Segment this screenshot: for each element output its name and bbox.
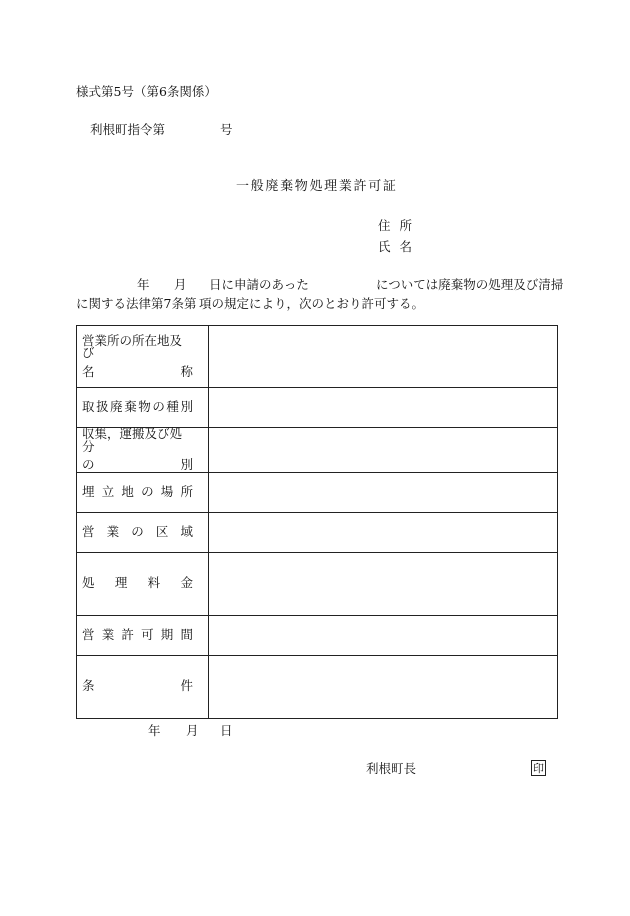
title-char: 理 [324, 179, 338, 194]
issue-year: 年 [148, 723, 161, 738]
row-value-field[interactable] [209, 326, 558, 388]
row-label-char: 業 [101, 626, 115, 642]
table-row [77, 326, 558, 388]
row-label-char: 棄 [124, 399, 137, 415]
name-label [378, 241, 412, 254]
row-label-char: 場 [160, 483, 174, 499]
row-label [77, 615, 209, 655]
row-label-line2 [82, 459, 193, 472]
body-line2-clause: 項の規定により，次のとおり許可する。 [199, 296, 425, 311]
row-value-field[interactable] [209, 472, 558, 512]
title-char: 処 [309, 179, 323, 194]
issue-month: 月 [186, 723, 199, 738]
row-value-field[interactable] [209, 388, 558, 428]
application-day-text: 日に申請のあった [209, 277, 309, 292]
row-label-char: 別 [180, 399, 193, 415]
row-label-char: 処 [82, 575, 95, 591]
row-label-line2 [82, 363, 193, 379]
row-label-char: 所 [180, 483, 193, 499]
row-label-char: 別 [180, 457, 193, 472]
seal-mark: 印 [533, 761, 544, 775]
row-label-char: の [152, 399, 165, 415]
row-label-char: 業 [106, 523, 120, 539]
table-row [77, 512, 558, 552]
row-label-line1: 営業所の所在地及び [82, 332, 183, 361]
row-label-char: 称 [180, 363, 193, 379]
row-label-text [82, 626, 193, 642]
title-char: 可 [368, 179, 382, 194]
row-label-text [82, 401, 193, 414]
row-label-char: 間 [180, 626, 193, 642]
row-label-char: 立 [101, 483, 115, 499]
row-label [77, 655, 209, 718]
row-label-line1: 収集，運搬及び処分 [82, 426, 183, 454]
table-row [77, 428, 558, 473]
row-label [77, 512, 209, 552]
name-label-char: 氏 [378, 239, 391, 254]
row-label-char: の [141, 483, 154, 499]
address-label-char: 住 [378, 218, 391, 233]
row-label-text [82, 523, 193, 539]
permit-info-table [76, 325, 558, 719]
title-char: 廃 [265, 179, 279, 194]
row-label-char: 取 [82, 399, 95, 415]
row-label-char: 条 [82, 678, 95, 694]
row-label-char: 名 [82, 363, 95, 379]
table-row [77, 552, 558, 615]
body-line2-law: に関する法律第7条第 [76, 296, 197, 311]
application-year: 年 [137, 277, 150, 292]
title-char: 般 [250, 179, 264, 194]
title-char: 棄 [280, 179, 294, 194]
row-value-field[interactable] [209, 615, 558, 655]
row-label-char: 埋 [82, 483, 95, 499]
title-char: 証 [382, 179, 396, 194]
row-label-text [82, 680, 193, 693]
title-char: 業 [338, 179, 352, 194]
table-row [77, 472, 558, 512]
reference-suffix: 号 [220, 122, 233, 137]
row-label-char: の [131, 523, 144, 539]
table-row [77, 388, 558, 428]
application-month: 月 [174, 277, 187, 292]
title-char: 物 [294, 179, 308, 194]
title-char: 許 [353, 179, 367, 194]
row-value-field[interactable] [209, 428, 558, 473]
form-number: 様式第5号（第6条関係） [76, 84, 217, 99]
row-label [77, 428, 209, 473]
row-label-char: 扱 [96, 399, 109, 415]
row-label-char: 物 [138, 399, 151, 415]
address-label [378, 220, 412, 233]
row-label [77, 472, 209, 512]
row-label [77, 388, 209, 428]
body-line1-rest: については廃棄物の処理及び清掃 [376, 277, 564, 292]
name-label-char: 名 [399, 239, 412, 254]
title-char: 一 [236, 179, 250, 194]
table-row [77, 655, 558, 718]
row-label-char: 域 [180, 523, 193, 539]
mayor-title: 利根町長 [366, 761, 417, 776]
row-label-char: 地 [121, 483, 134, 499]
row-value-field[interactable] [209, 655, 558, 718]
row-label-text [82, 577, 193, 590]
row-value-field[interactable] [209, 512, 558, 552]
row-label-char: 料 [147, 575, 161, 591]
row-label-char: 金 [180, 575, 193, 591]
row-label-char: 可 [141, 626, 154, 642]
address-label-char: 所 [399, 218, 412, 233]
row-label [77, 552, 209, 615]
row-label-char: 期 [160, 626, 174, 642]
row-label-char: 営 [82, 626, 95, 642]
row-label-char: 種 [166, 399, 179, 415]
row-label-char: 理 [114, 575, 128, 591]
row-value-field[interactable] [209, 552, 558, 615]
row-label-char: 許 [121, 626, 134, 642]
row-label-char: 区 [155, 523, 169, 539]
document-title [236, 180, 396, 193]
row-label [77, 326, 209, 388]
row-label-text [82, 483, 193, 499]
reference-prefix: 利根町指令第 [90, 122, 166, 137]
row-label-char: 営 [82, 523, 95, 539]
issue-day: 日 [220, 723, 233, 738]
table-row [77, 615, 558, 655]
row-label-char: の [82, 457, 95, 472]
row-label-char: 件 [180, 678, 193, 694]
row-label-char: 廃 [110, 399, 123, 415]
